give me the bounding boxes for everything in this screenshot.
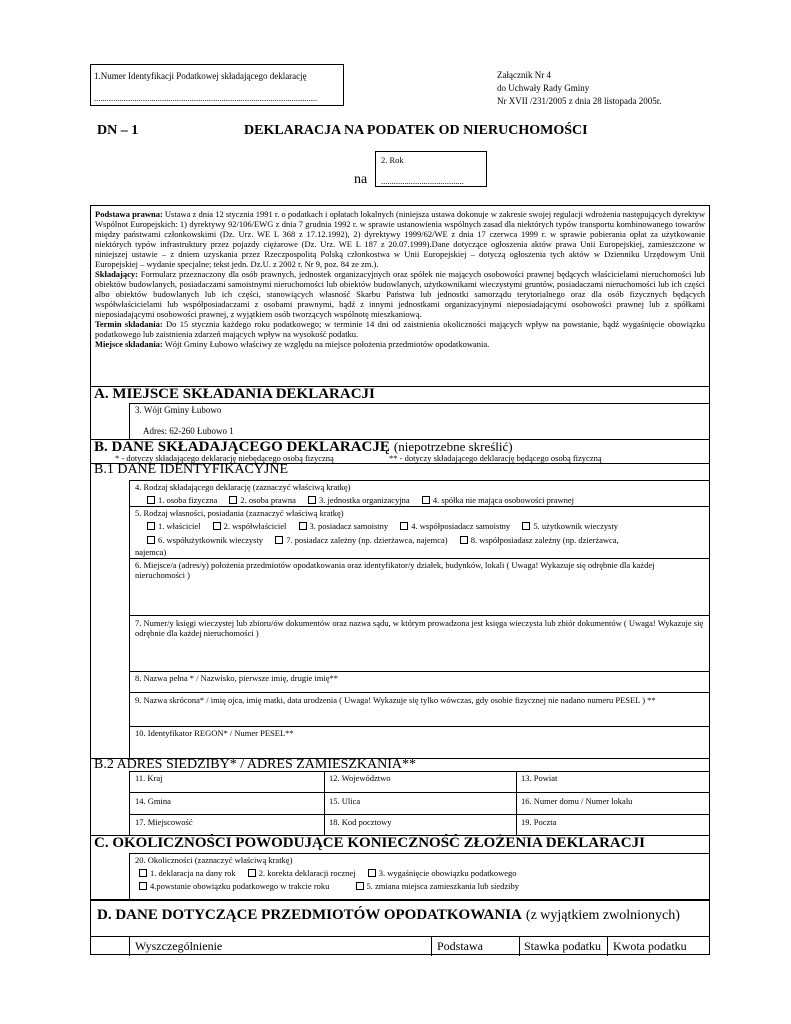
checkbox-icon [213, 522, 221, 530]
checkbox-icon [400, 522, 408, 530]
checkbox-icon [229, 496, 237, 504]
year-box [375, 151, 487, 187]
section-b-note: (niepotrzebne skreślić) [393, 439, 513, 454]
f5-option-2[interactable]: 2. współwłaściciel [213, 521, 287, 531]
checkbox-icon [147, 522, 155, 530]
checkbox-icon [308, 496, 316, 504]
field-7-input[interactable] [131, 642, 707, 670]
checkbox-icon [248, 869, 256, 877]
field-10-label: 10. Identyfikator REGON* / Numer PESEL** [135, 728, 294, 738]
deadline-head: Termin składania: [95, 319, 163, 329]
field-9-input[interactable] [131, 717, 707, 725]
section-d-title [97, 906, 680, 924]
nip-box [90, 64, 344, 106]
field-8-input[interactable] [131, 684, 707, 690]
field-20-options-row1 [139, 868, 527, 878]
c-option-2[interactable]: 2. korekta deklaracji rocznej [248, 868, 356, 878]
section-d-note: (z wyjątkiem zwolnionych) [525, 908, 680, 923]
field-17-label[interactable]: 17. Miejscowość [135, 817, 193, 827]
field-9-label: 9. Nazwa skrócona* / imię ojca, imię matki, data urodzenia ( Uwaga! Wykazuje się tylko wówczas, gdy osobie fizycznej nie nadano numeru PESEL ) ** [135, 695, 656, 705]
field-3-address[interactable]: Adres: 62-260 Łubowo 1 [143, 426, 234, 436]
f5-option-5[interactable]: 5. użytkownik wieczysty [522, 521, 618, 531]
field-12-label[interactable]: 12. Województwo [329, 773, 391, 783]
col-header-amount: Kwota podatku [613, 939, 687, 953]
section-b2-title: B.2 ADRES SIEDZIBY* / ADRES ZAMIESZKANIA** [94, 757, 417, 772]
f5-option-1[interactable]: 1. właściciel [147, 521, 200, 531]
field-14-label[interactable]: 14. Gmina [135, 796, 171, 806]
legal-block [95, 209, 705, 349]
place-text: Wójt Gminy Łubowo właściwy ze względu na miejsce położenia przedmiotów opodatkowania. [164, 339, 490, 349]
col-header-item: Wyszczególnienie [135, 939, 223, 953]
checkbox-icon [299, 522, 307, 530]
year-field[interactable]: ....................................... [381, 176, 464, 186]
form-code: DN – 1 [97, 123, 139, 138]
place-head: Miejsce składania: [95, 339, 163, 349]
f5-option-6[interactable]: 6. współużytkownik wieczysty [147, 535, 263, 545]
field-6-label: 6. Miejsce/a (adres/y) położenia przedmiotów opodatkowania oraz identyfikator/y działek, budynków, lokali ( Uwaga! Wykazuje się odrębnie dla każdej nieruchomości ) [135, 560, 655, 580]
section-b-heading: B. DANE SKŁADAJĄCEGO DEKLARACJĘ [94, 439, 390, 455]
checkbox-icon [356, 882, 364, 890]
year-label: 2. Rok [381, 155, 404, 165]
section-c-title: C. OKOLICZNOŚCI POWODUJĄCE KONIECZNOŚĆ ZŁOŻENIA DEKLARACJI [94, 835, 645, 851]
checkbox-icon [522, 522, 530, 530]
f5-option-4[interactable]: 4. współposiadacz samoistny [400, 521, 510, 531]
field-16-label[interactable]: 16. Numer domu / Numer lokalu [521, 796, 633, 806]
checkbox-icon [147, 536, 155, 544]
checkbox-icon [139, 882, 147, 890]
deadline-text: Do 15 stycznia każdego roku podatkowego; w terminie 14 dni od zaistnienia okoliczności mających wpływ na powstanie, bądź wygaśnięcie obowiązku podatkowego lub zaistnienia zdarzeń mających wpływ na wysokość podatku. [95, 319, 705, 339]
annex-line-3: Nr XVII /231/2005 z dnia 28 listopada 2005r. [497, 96, 662, 106]
footnote-1: * - dotyczy składającego deklarację niebędącego osobą fizyczną [115, 453, 334, 463]
checkbox-icon [422, 496, 430, 504]
footnote-2: ** - dotyczy składającego deklarację będącego osobą fizyczną [389, 453, 602, 463]
main-form [90, 205, 710, 955]
field-6-input[interactable] [131, 584, 707, 614]
field-5-options-row1 [147, 521, 628, 531]
field-10-input[interactable] [131, 740, 707, 754]
field-5-options-row2 [147, 535, 629, 545]
filer-head: Składający: [95, 269, 138, 279]
field-5-tail: najemca) [135, 547, 167, 557]
checkbox-icon [139, 869, 147, 877]
nip-label: 1.Numer Identyfikacji Podatkowej składającego deklarację [94, 71, 307, 81]
section-b1-title: B.1 DANE IDENTYFIKACYJNE [94, 462, 289, 477]
checkbox-icon [368, 869, 376, 877]
basis-head: Podstawa prawna: [95, 209, 163, 219]
form-title: DEKLARACJA NA PODATEK OD NIERUCHOMOŚCI [244, 123, 588, 138]
f4-option-2[interactable]: 2. osoba prawna [229, 495, 295, 505]
f4-option-3[interactable]: 3. jednostka organizacyjna [308, 495, 410, 505]
checkbox-icon [275, 536, 283, 544]
field-4-label: 4. Rodzaj składającego deklarację (zaznaczyć właściwą kratkę) [135, 482, 351, 492]
field-18-label[interactable]: 18. Kod pocztowy [329, 817, 392, 827]
field-4-options [147, 495, 584, 505]
annex-line-1: Załącznik Nr 4 [497, 70, 551, 80]
checkbox-icon [147, 496, 155, 504]
field-3-label: 3. Wójt Gminy Łubowo [135, 405, 222, 415]
checkbox-icon [460, 536, 468, 544]
f4-option-4[interactable]: 4. spółka nie mająca osobowości prawnej [422, 495, 574, 505]
na-label: na [354, 172, 368, 187]
c-option-3[interactable]: 3. wygaśnięcie obowiązku podatkowego [368, 868, 517, 878]
field-7-label: 7. Numer/y księgi wieczystej lub zbioru/ów dokumentów oraz nazwa sądu, w którym prowadzona jest księga wieczysta lub zbiór dokumentów ( Uwaga! Wykazuje się odrębnie dla każdej nieruchomości ) [135, 618, 704, 638]
f5-option-7[interactable]: 7. posiadacz zależny (np. dzierżawca, najemca) [275, 535, 447, 545]
f5-option-3[interactable]: 3. posiadacz samoistny [299, 521, 389, 531]
field-8-label: 8. Nazwa pełna * / Nazwisko, pierwsze imię, drugie imię** [135, 673, 338, 683]
annex-line-2: do Uchwały Rady Gminy [497, 83, 590, 93]
field-5-label: 5. Rodzaj własności, posiadania (zaznaczyć właściwą kratkę) [135, 508, 344, 518]
section-d-heading: D. DANE DOTYCZĄCE PRZEDMIOTÓW OPODATKOWANIA [97, 907, 522, 923]
c-option-5[interactable]: 5. zmiana miejsca zamieszkania lub siedziby [356, 881, 519, 891]
basis-text: Ustawa z dnia 12 stycznia 1991 r. o podatkach i opłatach lokalnych (niniejsza ustawa dokonuje w zakresie swojej regulacji wdrożenia następujących dyrektyw Wspólnot Europejskich: 1) dyrektywy 92/106/EWG z dnia 7 grudnia 1992 r. w sprawie ustanowienia wspólnych zasad dla niektórych typów transportu kombinowanego towarów między państwami członkowskimi (Dz. Urz. WE L 368 z 17.12.1992), 2) dyrektywy 1999/62/WE z dnia 17 czerwca 1999 r. w sprawie pobierania opłat za użytkowanie niektórych typów infrastruktury przez pojazdy ciężarowe (Dz. Urz. WE L 187 z 20.07.1999).Dane dotyczące ogłoszenia aktów prawa Unii Europejskiej, zamieszczone w niniejszej ustawie – z dniem uzyskania przez Rzeczpospolitą Polską członkostwa w Unii Europejskiej – dotyczą ogłoszenia tych aktów w Dzienniku Urzędowym Unii Europejskiej – wydanie specjalne; tekst jedn. Dz.U. z 2002 r. Nr 9, poz. 84 ze zm.). [95, 209, 706, 269]
field-19-label[interactable]: 19. Poczta [521, 817, 557, 827]
nip-field[interactable]: ......................................................................................................... [94, 93, 318, 103]
col-header-base: Podstawa [437, 939, 483, 953]
field-20-options-row2 [139, 881, 529, 891]
c-option-1[interactable]: 1. deklaracja na dany rok [139, 868, 236, 878]
f4-option-1[interactable]: 1. osoba fizyczna [147, 495, 217, 505]
field-11-label[interactable]: 11. Kraj [135, 773, 163, 783]
f5-option-8[interactable]: 8. współposiadasz zależny (np. dzierżawca, [460, 535, 619, 545]
col-header-rate: Stawka podatku [524, 939, 601, 953]
section-a-title: A. MIEJSCE SKŁADANIA DEKLARACJI [94, 386, 375, 402]
field-15-label[interactable]: 15. Ulica [329, 796, 361, 806]
field-13-label[interactable]: 13. Powiat [521, 773, 558, 783]
field-20-label: 20. Okoliczności (zaznaczyć właściwą kratkę) [135, 855, 293, 865]
filer-text: Formularz przeznaczony dla osób prawnych, jednostek organizacyjnych oraz spółek nie mających osobowości prawnej będących właścicielami nieruchomości lub obiektów budowlanych, posiadaczami samoistnymi nieruchomości lub obiektów budowlanych, użytkownikami wieczystymi gruntów, posiadaczami nieruchomości lub ich części albo obiektów budowlanych lub ich części, stanowiących własność Skarbu Państwa lub jednostki samorządu terytorialnego oraz dla osób fizycznych będących współwłaścicielami lub współposiadaczami z osobami prawnymi, bądź z innymi jednostkami organizacyjnymi nieposiadającymi osobowości prawnej lub z spółkami nieposiadającymi osobowości prawnej, z wyjątkiem osób tworzących wspólnotę mieszkaniową. [95, 269, 705, 319]
c-option-4[interactable]: 4.powstanie obowiązku podatkowego w trakcie roku [139, 881, 329, 891]
